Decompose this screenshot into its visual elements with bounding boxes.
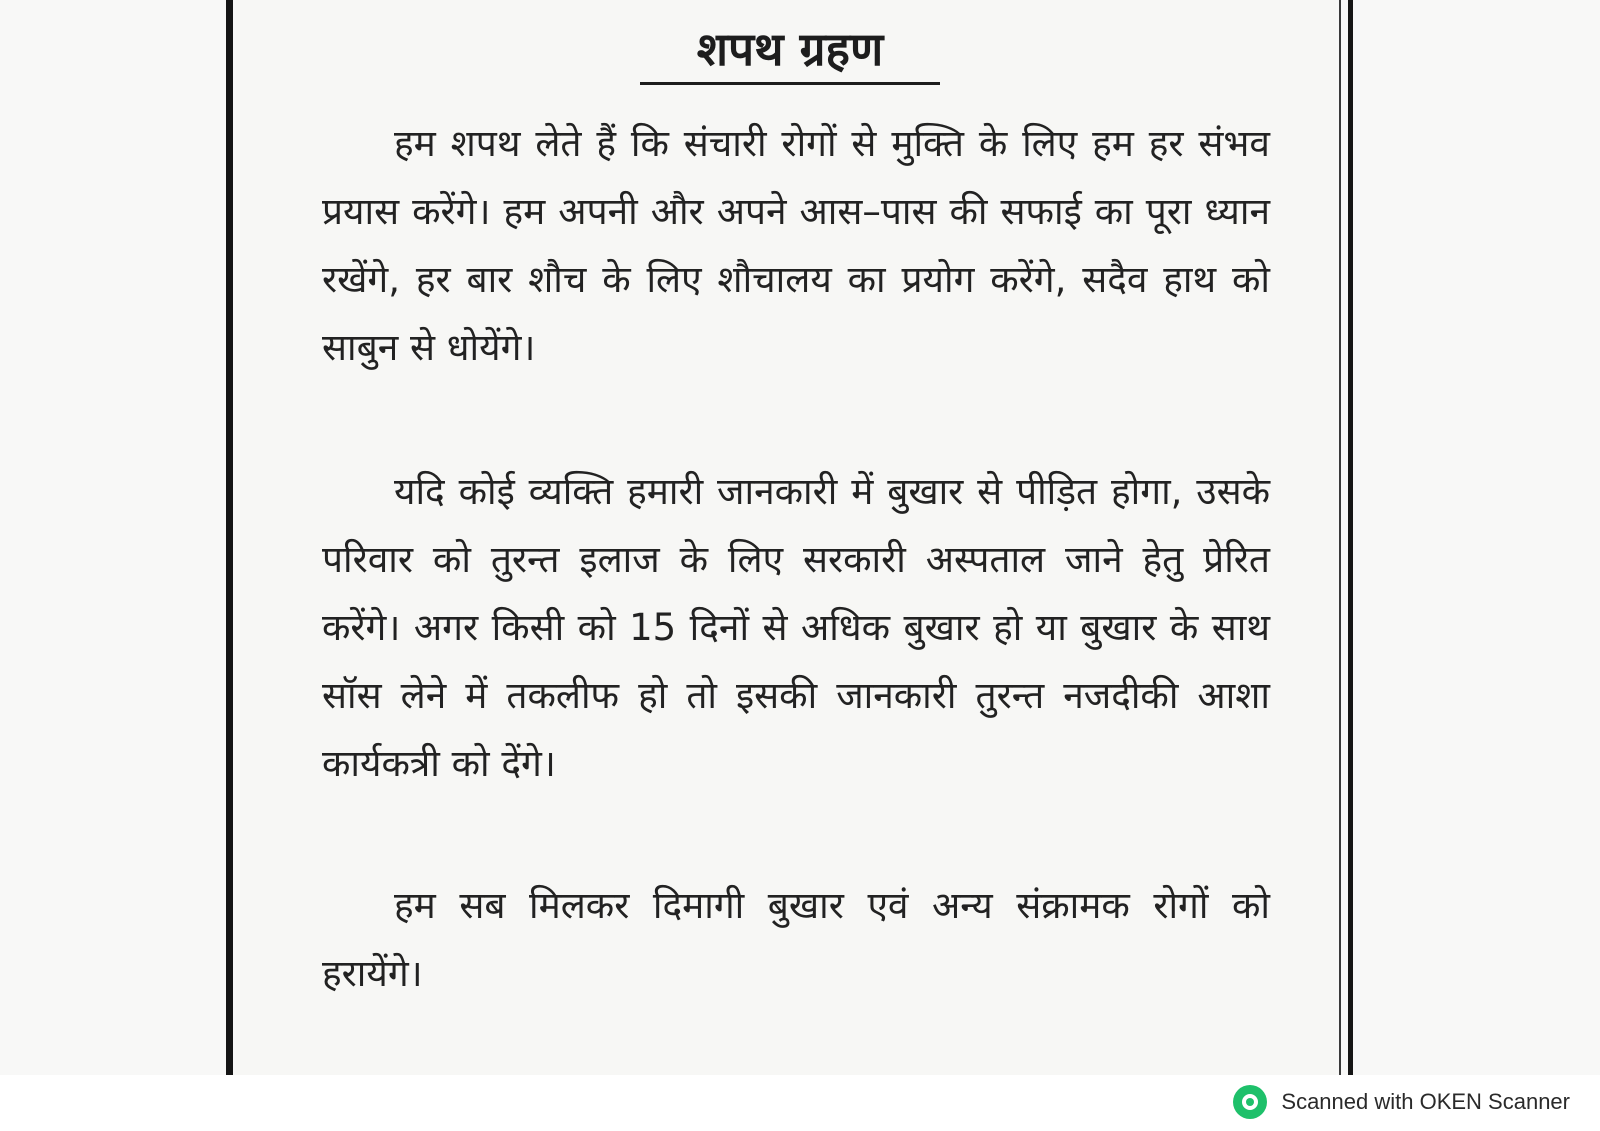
oath-paragraph-3: हम सब मिलकर दिमागी बुखार एवं अन्य संक्रामक रोगों को हरायेंगे।: [322, 884, 1270, 995]
scanner-logo-icon: [1233, 1085, 1267, 1119]
scanner-label: Scanned with OKEN Scanner: [1281, 1089, 1570, 1114]
document-title: शपथ ग्रहण: [640, 18, 940, 85]
oath-paragraph-1: हम शपथ लेते हैं कि संचारी रोगों से मुक्ति के लिए हम हर संभव प्रयास करेंगे। हम अपनी और अपने आस–पास की सफाई का पूरा ध्यान रखेंगे, हर बार शौच के लिए शौचालय का प्रयोग करेंगे, सदैव हाथ को साबुन से धोयेंगे।: [322, 122, 1270, 369]
scanner-watermark: [1233, 1085, 1570, 1119]
oath-paragraph-2: यदि कोई व्यक्ति हमारी जानकारी में बुखार से पीड़ित होगा, उसके परिवार को तुरन्त इलाज के लिए सरकारी अस्पताल जाने हेतु प्रेरित करेंगे। अगर किसी को 15 दिनों से अधिक बुखार हो या बुखार के साथ सॉस लेने में तकलीफ हो तो इसकी जानकारी तुरन्त नजदीकी आशा कार्यकत्री को देंगे।: [322, 470, 1270, 785]
page-border-right-inner: [1339, 0, 1341, 1075]
page-border-left: [226, 0, 233, 1075]
page-border-right: [1348, 0, 1353, 1075]
